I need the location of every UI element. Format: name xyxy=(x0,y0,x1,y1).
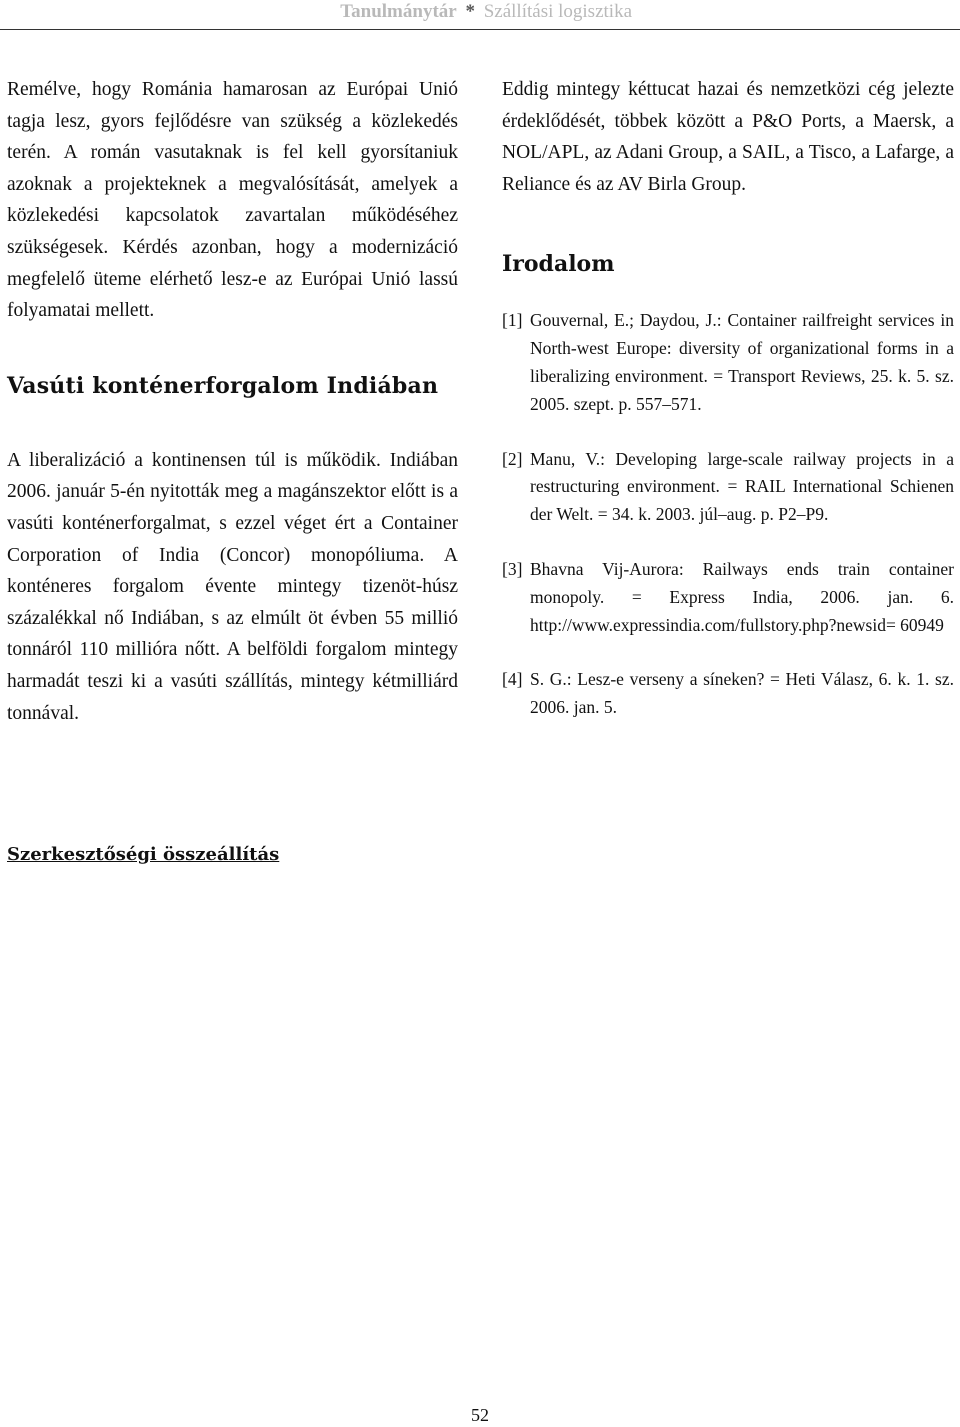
reference-text: S. G.: Lesz-e verseny a síneken? = Heti Válasz, 6. k. 1. sz. 2006. jan. 5. xyxy=(530,669,954,718)
reference-text: Bhavna Vij-Aurora: Railways ends train container monopoly. = Express India, 2006. jan. 6. http://www.expressindia.com/fullstory.php?newsid= 60949 xyxy=(530,558,954,635)
section-paragraph: A liberalizáció a kontinensen túl is működik. Indiában 2006. január 5-én nyitották meg a magánszektor előtt is a vasúti konténerforgalmat, s ezzel véget ért a Container Corporation of India (Concor) monopóliuma. A konténeres forgalom évente mintegy tizenöt-húsz százalékkal nő Indiában, s az elmúlt öt évben 55 millió tonnáról 110 millióra nőtt. A belföldi forgalom mintegy harmadát teszi ki a vasúti szállítás, mintegy kétmilliárd tonnával. xyxy=(7,449,458,724)
reference-item xyxy=(502,556,954,639)
continuation-paragraph: Eddig mintegy kéttucat hazai és nemzetközi cég jelezte érdeklődését, többek között a P&O Ports, a Maersk, a NOL/APL, az Adani Group, a SAIL, a Tisco, a Lafarge, a Reliance és az AV Birla Group. xyxy=(502,79,954,195)
left-column xyxy=(7,74,458,729)
header-series-title: Tanulmánytár xyxy=(340,1,457,22)
running-header-text xyxy=(340,1,632,23)
literature-heading: Irodalom xyxy=(502,251,615,278)
intro-paragraph: Remélve, hogy Románia hamarosan az Európai Unió tagja lesz, gyors fejlődésre van szükség a közlekedés terén. A román vasutaknak is fel kell gyorsítaniuk azoknak a projekteknek a megvalósítását, amelyek a közlekedési kapcsolatok zavartalan működéséhez szükségesek. Kérdés azonban, hogy a modernizáció megfelelő üteme elérhető lesz-e az Európai Unió lassú folyamatai mellett. xyxy=(7,79,458,322)
reference-number: [4] xyxy=(502,669,523,690)
reference-number: [3] xyxy=(502,558,523,579)
editorial-note: Szerkesztőségi összeállítás xyxy=(7,844,280,865)
header-separator: * xyxy=(465,1,475,22)
section-heading: Vasúti konténerforgalom Indiában xyxy=(7,372,439,399)
reference-text: Gouvernal, E.; Daydou, J.: Container railfreight services in North-west Europe: diversity of organizational forms in a liberalizing environment. = Transport Reviews, 25. k. 5. sz. 2005. szept. p. 557–571. xyxy=(530,310,954,414)
right-column xyxy=(502,74,954,749)
reference-list xyxy=(502,307,954,722)
reference-number: [2] xyxy=(502,448,523,469)
reference-number: [1] xyxy=(502,310,523,331)
reference-text: Manu, V.: Developing large-scale railway projects in a restructuring environment. = RAIL International Schienen der Welt. = 34. k. 2003. júl–aug. p. P2–P9. xyxy=(530,448,954,525)
reference-item xyxy=(502,666,954,722)
reference-item xyxy=(502,446,954,529)
header-topic: Szállítási logisztika xyxy=(483,1,632,22)
running-header xyxy=(0,0,960,30)
page-number: 52 xyxy=(471,1405,489,1425)
reference-item xyxy=(502,307,954,418)
